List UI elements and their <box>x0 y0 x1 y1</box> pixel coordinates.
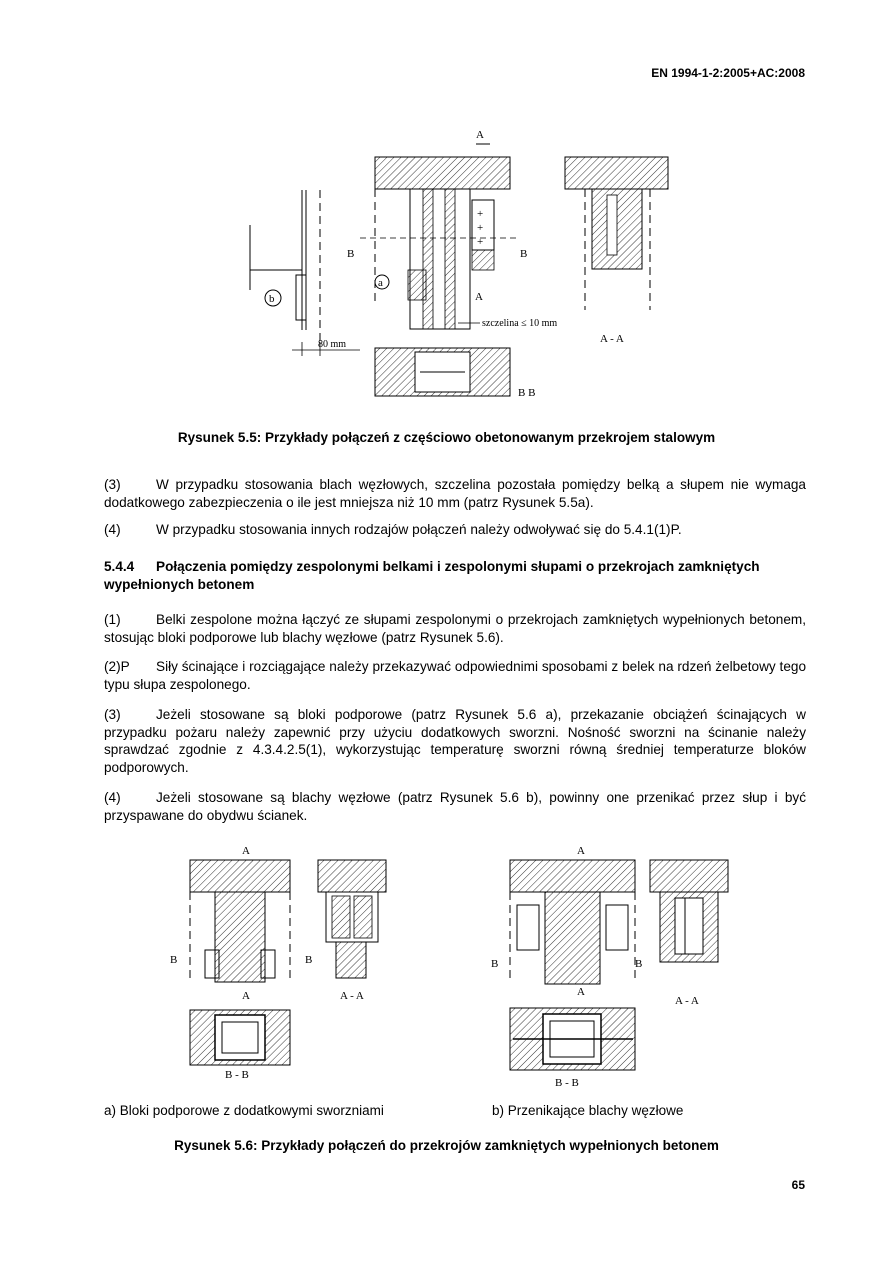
subcaption-b: b) Przenikające blachy węzłowe <box>492 1103 684 1118</box>
label-section-aa-b: A - A <box>675 995 699 1007</box>
figure-5-6a-drawing <box>160 840 400 1090</box>
label-a-bottom-a: A <box>242 990 250 1002</box>
paragraph-4b: (4) Jeżeli stosowane są blachy węzłowe (patrz Rysunek 5.6 b), powinny one przenikać przez słup i być przyspawane do obydwu ścianek. <box>104 790 806 823</box>
label-a-mid: A <box>475 291 483 303</box>
figure-5-5-drawing <box>240 120 680 405</box>
paragraph-3: (3) W przypadku stosowania blach węzłowych, szczelina pozostała pomiędzy belką a słupem nie wymaga dodatkowego zabezpieczenia o ile jest mniejsza niż 10 mm (patrz Rysunek 5.5a). <box>104 477 806 510</box>
subcaption-a: a) Bloki podporowe z dodatkowymi sworzniami <box>104 1103 384 1118</box>
svg-text:+: + <box>477 222 484 234</box>
paragraph-4: (4) W przypadku stosowania innych rodzajów połączeń należy odwoływać się do 5.4.1(1)P. <box>104 522 682 537</box>
figure-5-6b-drawing <box>485 840 735 1090</box>
svg-text:+: + <box>477 208 484 220</box>
label-circle-b: b <box>269 293 275 305</box>
label-b-left-a: B <box>170 954 178 966</box>
label-circle-a: a <box>378 277 383 289</box>
label-b-left: B <box>347 248 355 260</box>
label-section-aa: A - A <box>600 333 624 345</box>
label-a-top-a: A <box>242 845 250 857</box>
label-section-bb-b: B - B <box>555 1077 579 1089</box>
paragraph-1: (1) Belki zespolone można łączyć ze słupami zespolonymi o przekrojach zamkniętych wypełnionych betonem, stosując bloki podporowe lub blachy węzłowe (patrz Rysunek 5.6). <box>104 612 806 645</box>
paragraph-3b: (3) Jeżeli stosowane są bloki podporowe (patrz Rysunek 5.6 a), przekazanie obciążeń ścinających w przypadku pożaru należy zapewnić przy użyciu dodatkowych sworzni. Nośność sworzni na ścinanie należy sprawdzać zgodnie z 4.3.4.2.5(1), wykorzystując temperaturę sworzni równą średniej temperaturze bloków podporowych. <box>104 707 806 775</box>
label-gap: szczelina ≤ 10 mm <box>482 318 558 329</box>
figure-5-6-caption: Rysunek 5.6: Przykłady połączeń do przekrojów zamkniętych wypełnionych betonem <box>174 1138 719 1153</box>
label-a-bottom-b: A <box>577 986 585 998</box>
figure-5-5-caption: Rysunek 5.5: Przykłady połączeń z częściowo obetonowanym przekrojem stalowym <box>177 430 716 445</box>
standard-reference: EN 1994-1-2:2005+AC:2008 <box>651 66 805 80</box>
label-b-left-b: B <box>491 958 499 970</box>
label-section-bb: B B <box>518 387 536 399</box>
label-section-bb-a: B - B <box>225 1069 249 1081</box>
label-b-right-b: B <box>635 958 643 970</box>
label-b-right-a: B <box>305 954 313 966</box>
label-a-top: A <box>476 129 484 141</box>
label-80mm: 80 mm <box>318 339 347 350</box>
label-b-right: B <box>520 248 528 260</box>
section-heading: 5.4.4 Połączenia pomiędzy zespolonymi belkami i zespolonymi słupami o przekrojach zamkniętych wypełnionych betonem <box>104 559 760 592</box>
label-a-top-b: A <box>577 845 585 857</box>
page-number: 65 <box>791 1178 805 1192</box>
label-section-aa-a: A - A <box>340 990 364 1002</box>
svg-text:+: + <box>477 236 484 248</box>
paragraph-2p: (2)P Siły ścinające i rozciągające należy przekazywać odpowiednimi sposobami z belek na rdzeń żelbetowy tego typu słupa zespolonego. <box>104 659 806 692</box>
